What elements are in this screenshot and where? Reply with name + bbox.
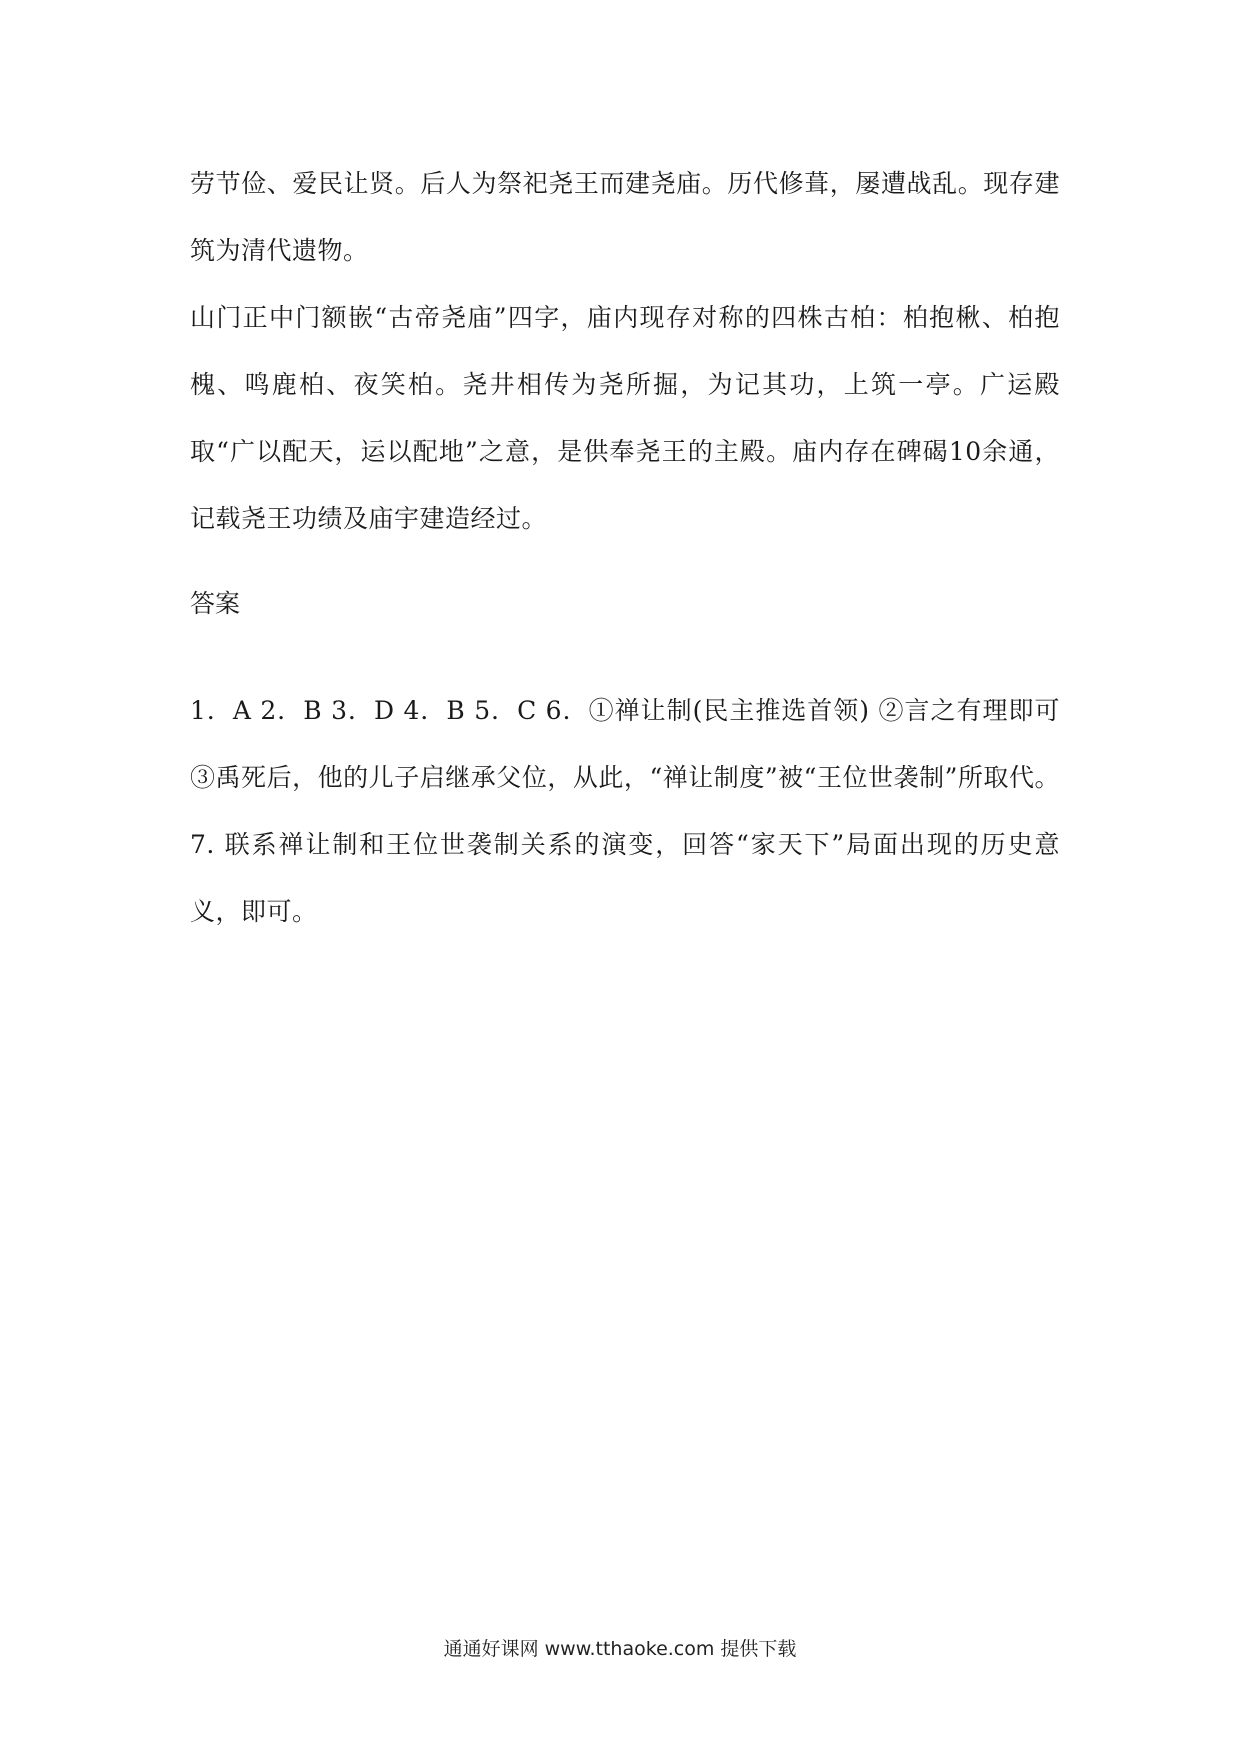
answer-heading: 答案 xyxy=(190,589,241,618)
paragraph-yao-temple: 山门正中门额嵌“古帝尧庙”四字，庙内现存对称的四株古柏：柏抱楸、柏抱槐、鸣鹿柏、夜笑柏。尧井相传为尧所掘，为记其功，上筑一亭。广运殿取“广以配天，运以配地”之意，是供奉尧王的主殿。庙内存在碑碣10余通，记载尧王功绩及庙宇建造经过。 xyxy=(190,303,1060,533)
answer-list: 1．A 2．B 3．D 4．B 5．C 6．①禅让制(民主推选首领) ②言之有理即可 ③禹死后，他的儿子启继承父位，从此，“禅让制度”被“王位世袭制”所取代。7. 联系禅让制和王位世袭制关系的演变，回答“家天下”局面出现的历史意义，即可。 xyxy=(190,696,1060,926)
page-footer: 通通好课网 www.tthaoke.com 提供下载 xyxy=(443,1638,797,1660)
paragraph-yao-virtues: 劳节俭、爱民让贤。后人为祭祀尧王而建尧庙。历代修葺，屡遭战乱。现存建筑为清代遗物。 xyxy=(190,169,1060,265)
document-body xyxy=(190,150,1060,945)
